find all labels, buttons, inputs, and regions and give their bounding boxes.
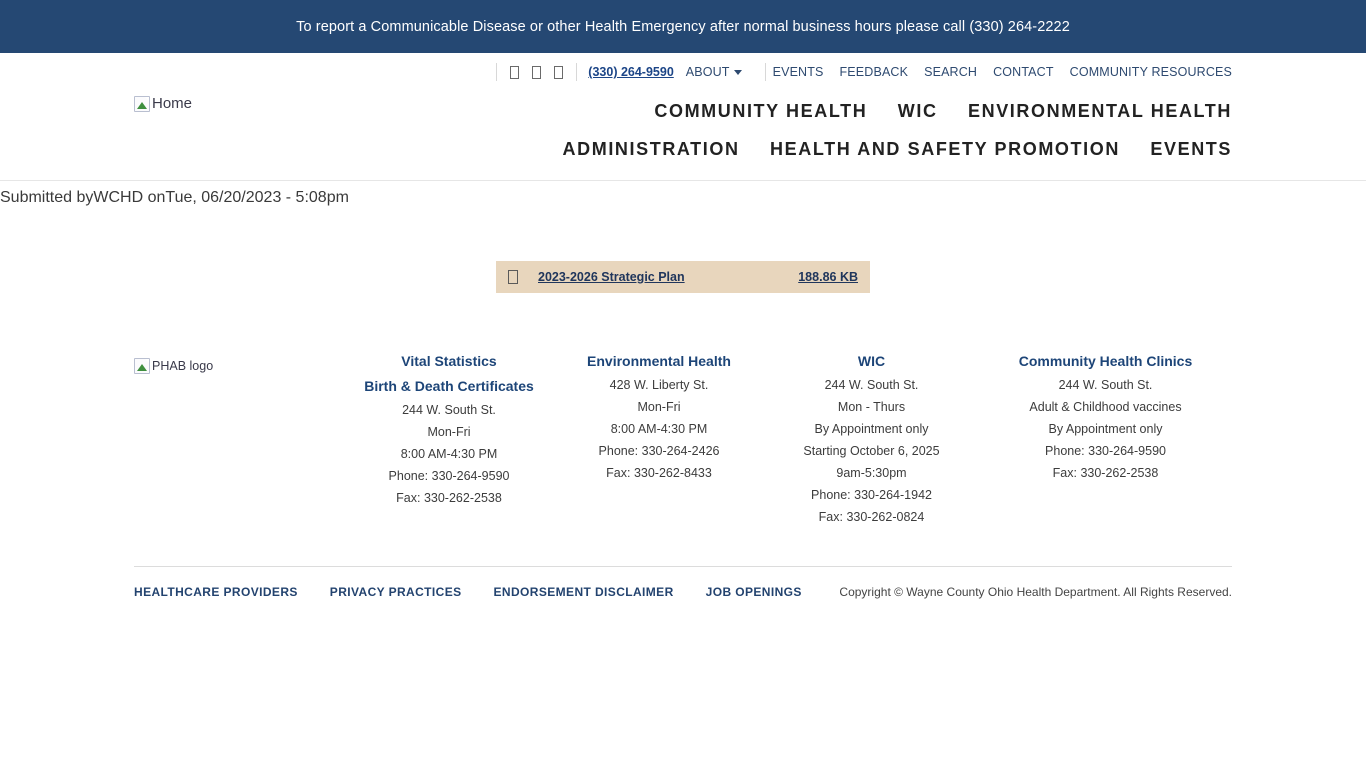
attachment-size: 188.86 KB	[798, 270, 858, 284]
attachment-area	[0, 261, 1366, 293]
footer-column-line: 8:00 AM-4:30 PM	[610, 422, 708, 436]
footer-column-line: By Appointment only	[814, 422, 929, 436]
footer-column-line: Phone: 330-264-1942	[811, 488, 932, 502]
footer-column-line: Fax: 330-262-0824	[818, 510, 925, 524]
broken-image-icon	[134, 96, 150, 112]
footer-column-line: 8:00 AM-4:30 PM	[400, 447, 498, 461]
nav-link-health-and-safety-promotion[interactable]: HEALTH AND SAFETY PROMOTION	[770, 139, 1120, 159]
footer-column-line: Mon - Thurs	[837, 400, 906, 414]
site-logo-link[interactable]	[134, 95, 192, 117]
site-logo-alt-text: Home	[152, 95, 193, 112]
footer-bottom-bar	[0, 567, 1366, 599]
utility-divider-right	[576, 63, 577, 81]
footer-column-subheading: Birth & Death Certificates	[364, 378, 534, 394]
footer-column-vital-statistics	[344, 349, 554, 509]
chevron-down-icon	[734, 70, 742, 75]
footer-link-healthcare-providers[interactable]: HEALTHCARE PROVIDERS	[134, 585, 298, 599]
main-nav-row-2	[380, 131, 1232, 169]
utility-link-feedback[interactable]: FEEDBACK	[839, 65, 909, 79]
footer-link-list	[134, 585, 834, 599]
footer-column-line: Adult & Childhood vaccines	[1029, 400, 1182, 414]
footer-column-heading: Community Health Clinics	[1018, 353, 1193, 369]
footer-column-line: Fax: 330-262-8433	[606, 466, 712, 480]
twitter-icon[interactable]	[532, 66, 541, 79]
main-navigation	[380, 93, 1232, 169]
footer-column-heading: WIC	[857, 353, 886, 369]
footer-column-line: 244 W. South St.	[402, 403, 496, 417]
utility-divider-left	[496, 63, 497, 81]
utility-link-community-resources[interactable]: COMMUNITY RESOURCES	[1069, 65, 1232, 79]
footer-column-line: Phone: 330-264-9590	[1045, 444, 1166, 458]
footer-column-line: Phone: 330-264-9590	[388, 469, 510, 483]
header-phone-link[interactable]: (330) 264-9590	[588, 65, 674, 79]
utility-link-about[interactable]	[686, 65, 742, 79]
phab-logo-column	[134, 349, 344, 381]
footer-column-environmental-health	[554, 349, 764, 484]
attachment-name: 2023-2026 Strategic Plan	[538, 270, 685, 284]
utility-link-search[interactable]: SEARCH	[924, 65, 978, 79]
footer-link-job-openings[interactable]: JOB OPENINGS	[705, 585, 802, 599]
nav-link-environmental-health[interactable]: ENVIRONMENTAL HEALTH	[968, 101, 1232, 121]
main-content	[0, 181, 1366, 599]
footer-column-community-health-clinics	[979, 349, 1232, 484]
attachment-row[interactable]	[496, 261, 870, 293]
phab-logo-broken-image	[134, 355, 213, 377]
emergency-banner-text: To report a Communicable Disease or other Health Emergency after normal business hours please call (330) 264-2222	[296, 18, 1070, 35]
utility-divider-about	[765, 63, 766, 81]
nav-link-administration[interactable]: ADMINISTRATION	[562, 139, 740, 159]
footer-column-line: Starting October 6, 2025	[803, 444, 940, 458]
footer-column-heading: Environmental Health	[587, 353, 731, 369]
footer-column-line: Mon-Fri	[637, 400, 681, 414]
footer-column-line: Fax: 330-262-2538	[396, 491, 502, 505]
submitted-byline: Submitted byWCHD onTue, 06/20/2023 - 5:08pm	[0, 189, 349, 206]
footer-link-privacy-practices[interactable]: PRIVACY PRACTICES	[329, 585, 462, 599]
site-header	[0, 53, 1366, 181]
utility-link-contact[interactable]: CONTACT	[993, 65, 1054, 79]
nav-link-events[interactable]: EVENTS	[1150, 139, 1232, 159]
social-icon-list	[504, 66, 569, 79]
footer-column-line: 9am-5:30pm	[836, 466, 907, 480]
footer-column-line: 244 W. South St.	[824, 378, 919, 392]
footer-column-line: 244 W. South St.	[1058, 378, 1153, 392]
footer-column-line: Phone: 330-264-2426	[598, 444, 720, 458]
facebook-icon[interactable]	[510, 66, 519, 79]
footer-column-line: By Appointment only	[1048, 422, 1163, 436]
footer-link-endorsement-disclaimer[interactable]: ENDORSEMENT DISCLAIMER	[493, 585, 674, 599]
utility-link-about-label: ABOUT	[685, 65, 730, 79]
footer-column-line: 428 W. Liberty St.	[609, 378, 709, 392]
footer-column-wic	[764, 349, 979, 528]
utility-bar	[0, 53, 1366, 85]
phab-logo-alt-text: PHAB logo	[152, 359, 214, 373]
utility-link-events[interactable]: EVENTS	[772, 65, 824, 79]
youtube-icon[interactable]	[554, 66, 563, 79]
footer-column-line: Fax: 330-262-2538	[1052, 466, 1159, 480]
file-icon	[508, 270, 518, 284]
copyright-text: Copyright © Wayne County Ohio Health Department. All Rights Reserved.	[839, 585, 1232, 599]
nav-link-wic[interactable]: WIC	[897, 101, 938, 121]
broken-image-icon	[134, 358, 150, 374]
nav-link-community-health[interactable]: COMMUNITY HEALTH	[654, 101, 868, 121]
footer-column-heading: Vital Statistics	[401, 353, 497, 369]
site-logo-broken-image	[134, 95, 192, 112]
footer-column-line: Mon-Fri	[427, 425, 471, 439]
footer-info-columns	[0, 349, 1366, 528]
main-nav-row-1	[380, 93, 1232, 131]
emergency-banner	[0, 0, 1366, 53]
